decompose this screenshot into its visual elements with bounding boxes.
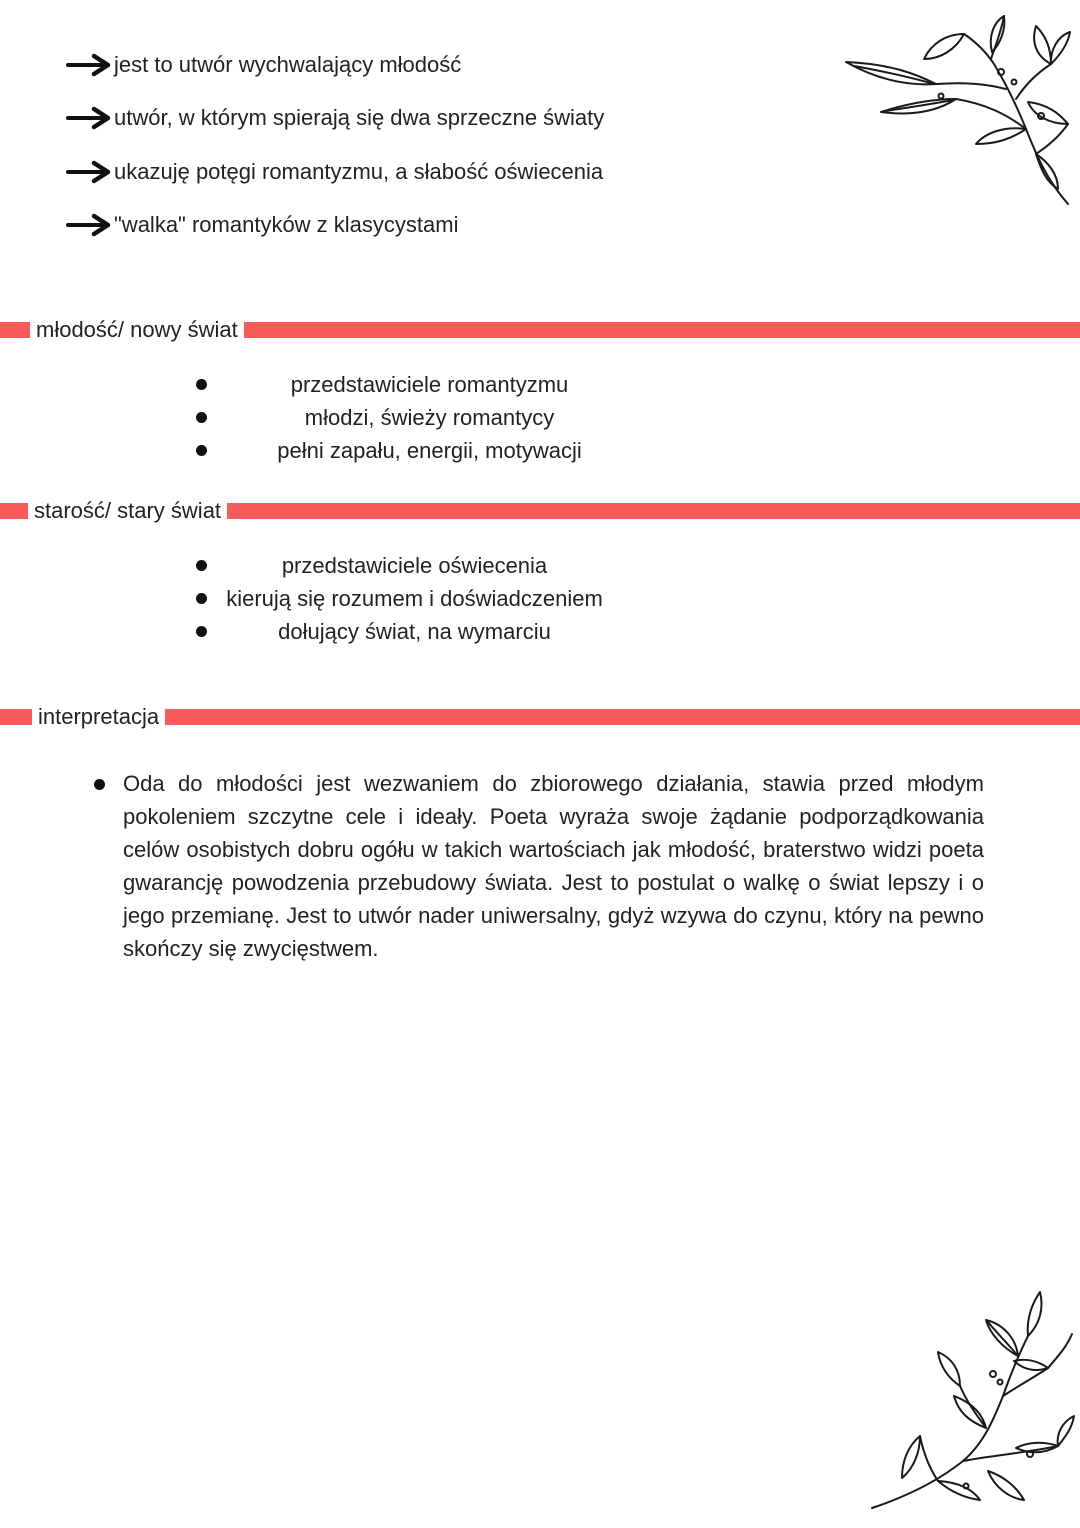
list-item	[192, 549, 622, 582]
section-header-youth	[0, 314, 1080, 346]
intro-item	[66, 38, 604, 92]
right-arrow-icon	[66, 52, 112, 78]
list-item-text: przedstawiciele romantyzmu	[290, 371, 569, 397]
list-item	[192, 368, 652, 401]
list-item-text: dołujący świat, na wymarciu	[278, 618, 551, 644]
list-item-text: młodzi, świeży romantycy	[304, 404, 555, 430]
header-bar-right	[165, 709, 1080, 725]
leaf-branch-icon	[868, 1286, 1076, 1514]
list-item-text: przedstawiciele oświecenia	[281, 552, 548, 578]
section-title: interpretacja	[38, 704, 160, 729]
list-item-text: kierują się rozumem i doświadczeniem	[226, 585, 603, 611]
intro-item	[66, 92, 604, 146]
interpretation-text: Oda do młodości jest wezwaniem do zbiorowego działania, stawia przed młodym pokoleniem szczytne cele i ideały. Poeta wyraża swoje żądanie podporządkowania celów osobistych dobru ogółu w takich wartościach jak młodość, braterstwo widzi poeta gwarancję powodzenia przebudowy świata. Jest to postulat o walkę o świat lepszy i o jego przemianę. Jest to utwór nader uniwersalny, gdyż wzywa do czynu, który na pewno skończy się zwycięstwem.	[123, 771, 984, 961]
intro-list	[66, 38, 604, 252]
right-arrow-icon	[66, 159, 112, 185]
bullet-dot	[94, 779, 105, 790]
right-arrow-icon	[66, 105, 112, 131]
section-title: starość/ stary świat	[34, 498, 222, 523]
old-age-list	[192, 549, 622, 648]
header-bar-right	[244, 322, 1080, 338]
intro-item-text: "walka" romantyków z klasycystami	[114, 212, 459, 238]
interpretation-paragraph	[94, 767, 984, 965]
section-title: młodość/ nowy świat	[36, 317, 238, 342]
bullet-dot	[196, 593, 207, 604]
bullet-dot	[196, 626, 207, 637]
header-bar-left	[0, 503, 28, 519]
intro-item-text: jest to utwór wychwalający młodość	[114, 51, 462, 77]
intro-item	[66, 199, 604, 253]
bullet-dot	[196, 379, 207, 390]
leaf-branch-icon	[836, 4, 1072, 210]
list-item	[192, 615, 622, 648]
intro-item	[66, 145, 604, 199]
list-item	[192, 401, 652, 434]
bullet-dot	[196, 560, 207, 571]
header-bar-right	[227, 503, 1080, 519]
bullet-dot	[196, 445, 207, 456]
intro-item-text: utwór, w którym spierają się dwa sprzeczne światy	[114, 105, 605, 131]
bullet-dot	[196, 412, 207, 423]
section-header-old-age	[0, 495, 1080, 527]
list-item-text: pełni zapału, energii, motywacji	[277, 437, 582, 463]
list-item	[192, 582, 622, 615]
header-bar-left	[0, 322, 30, 338]
youth-list	[192, 368, 652, 467]
list-item	[192, 434, 652, 467]
intro-item-text: ukazuję potęgi romantyzmu, a słabość oświecenia	[114, 158, 604, 184]
header-bar-left	[0, 709, 32, 725]
section-header-interpretation	[0, 701, 1080, 733]
right-arrow-icon	[66, 212, 112, 238]
